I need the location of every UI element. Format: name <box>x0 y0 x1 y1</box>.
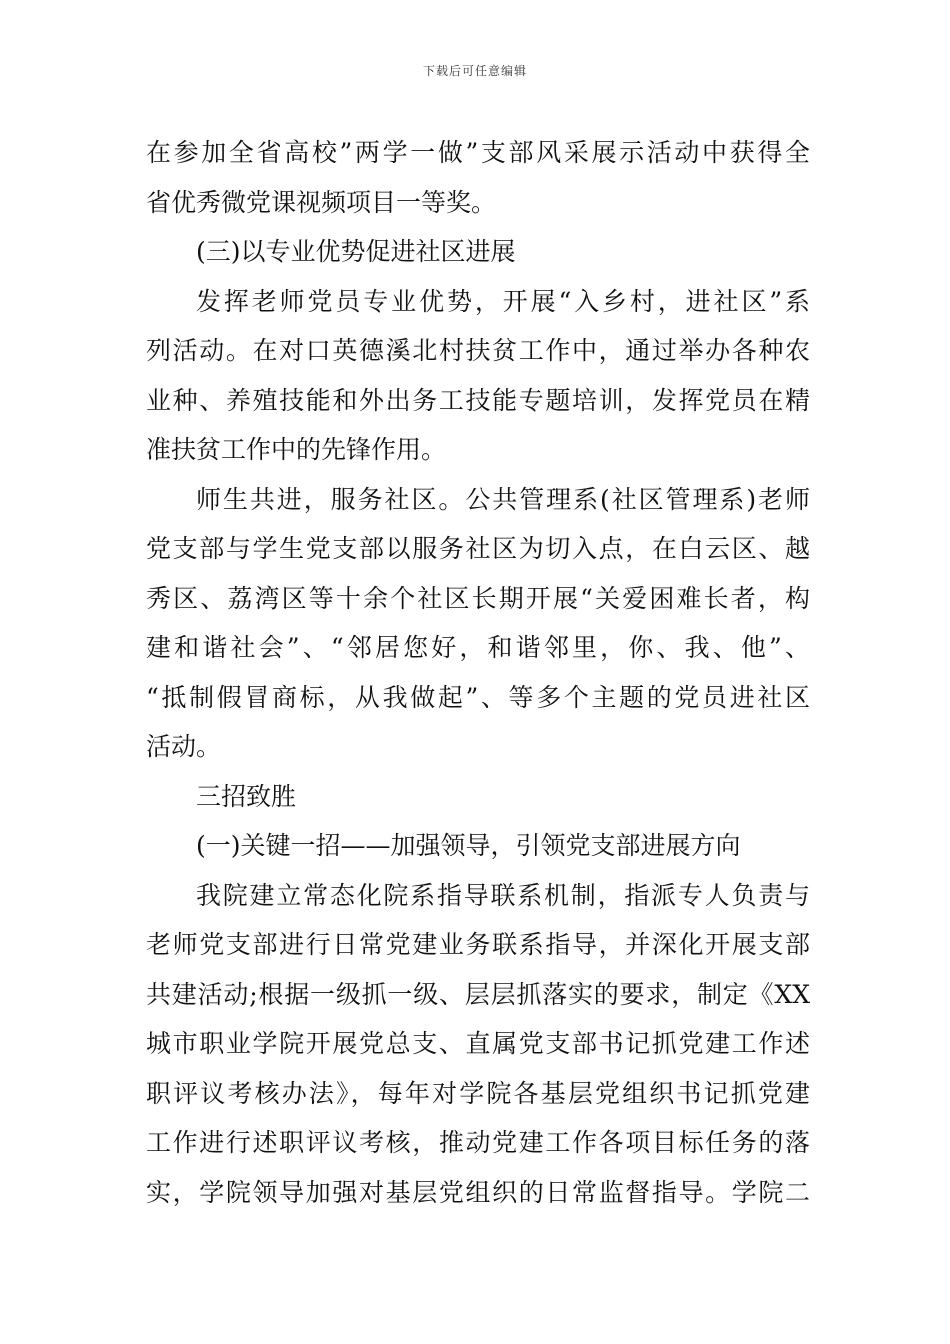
text-line: “抵制假冒商标，从我做起”、等多个主题的党员进社区 <box>146 682 810 712</box>
text-line: 师生共进，服务社区。公共管理系(社区管理系)老师 <box>196 484 810 514</box>
text-line: 列活动。在对口英德溪北村扶贫工作中，通过举办各种农 <box>146 336 810 365</box>
text-line: 省优秀微党课视频项目一等奖。 <box>146 187 497 217</box>
text-line: 城市职业学院开展党总支、直属党支部书记抓党建工作述 <box>146 1029 810 1058</box>
page-header: 下载后可任意编辑 <box>422 64 527 78</box>
text-line: (三)以专业优势促进社区进展 <box>196 237 516 266</box>
text-line: 实，学院领导加强对基层党组织的日常监督指导。学院二 <box>146 1177 810 1207</box>
text-line: 共建活动;根据一级抓一级、层层抓落实的要求，制定《XX <box>146 979 810 1009</box>
text-line: 业种、养殖技能和外出务工技能专题培训，发挥党员在精 <box>146 385 810 415</box>
text-line: 建和谐社会”、“邻居您好，和谐邻里，你、我、他”、 <box>146 633 810 662</box>
text-line: 我院建立常态化院系指导联系机制，指派专人负责与 <box>196 880 810 910</box>
text-line: 三招致胜 <box>196 781 297 811</box>
text-line: 在参加全省高校”两学一做”支部风采展示活动中获得全 <box>146 138 810 167</box>
text-line: 发挥老师党员专业优势，开展“入乡村，进社区”系 <box>196 286 810 316</box>
text-line: 准扶贫工作中的先锋作用。 <box>146 435 447 464</box>
text-line: (一)关键一招——加强领导，引领党支部进展方向 <box>196 831 741 860</box>
text-line: 活动。 <box>146 732 222 761</box>
body-text <box>146 128 810 1217</box>
text-line: 职评议考核办法》，每年对学院各基层党组织书记抓党建 <box>146 1078 810 1108</box>
text-line: 工作进行述职评议考核，推动党建工作各项目标任务的落 <box>146 1128 810 1157</box>
text-line: 秀区、荔湾区等十余个社区长期开展“关爱困难长者，构 <box>146 583 810 613</box>
text-line: 老师党支部进行日常党建业务联系指导，并深化开展支部 <box>146 930 810 959</box>
text-line: 党支部与学生党支部以服务社区为切入点，在白云区、越 <box>146 534 810 563</box>
